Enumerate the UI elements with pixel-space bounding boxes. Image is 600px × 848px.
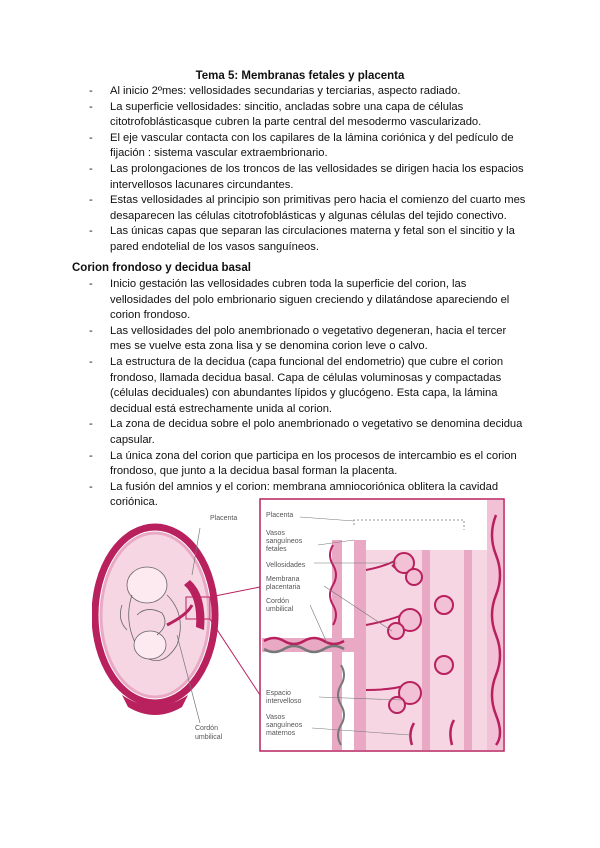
label-vasos-fetales-3: fetales xyxy=(266,546,287,553)
list-item: - Estas vellosidades al principio son primitivas pero hacia el comienzo del cuarto mes desaparecen las células citotrofoblásticas y algunas células del tejido conectivo. xyxy=(89,193,529,224)
uterus-illustration xyxy=(95,527,260,723)
label-placenta-left: Placenta xyxy=(210,515,238,522)
list-item: - El eje vascular contacta con los capilares de la lámina coriónica y del pedículo de fijación : sistema vascular extraembrionario. xyxy=(89,131,529,162)
list-item: - Las prolongaciones de los troncos de las vellosidades se dirigen hacia los espacios intervellosos lacunares circundantes. xyxy=(89,162,529,193)
list-item: - Las únicas capas que separan las circulaciones materna y fetal son el sincitio y la pared endotelial de los vasos sanguíneos. xyxy=(89,224,529,255)
label-espacio-2: intervelloso xyxy=(266,698,302,705)
label-vasos-maternos-2: sanguíneos xyxy=(266,722,303,729)
label-membrana-1: Membrana xyxy=(266,576,300,583)
placenta-diagram xyxy=(92,495,512,755)
list-item: - La estructura de la decidua (capa funcional del endometrio) que cubre el corion frondoso, llamada decidua basal. Capa de células voluminosas y compactadas (células deciduales) con abundantes lípidos y glucógeno. Esta capa, la lámina decidual está estrechamente unida al corion. xyxy=(89,355,529,417)
list-item: - La superficie vellosidades: sincitio, ancladas sobre una capa de células citotrofoblásticasque cubren la parte central del mesodermo vascularizado. xyxy=(89,100,529,131)
label-vasos-fetales-2: sanguíneos xyxy=(266,538,303,545)
list-item: - La zona de decidua sobre el polo anembrionado o vegetativo se denomina decidua capsular. xyxy=(89,417,529,448)
label-cordon-left-1: Cordón xyxy=(195,725,218,732)
list-item: - La única zona del corion que participa en los procesos de intercambio es el corion frondoso, que junto a la decidua basal forman la placenta. xyxy=(89,449,529,480)
label-vasos-fetales-1: Vasos xyxy=(266,530,285,537)
document-title: Tema 5: Membranas fetales y placenta xyxy=(195,70,405,82)
label-cordon-right-2: umbilical xyxy=(266,606,294,613)
label-cordon-left-2: umbilical xyxy=(195,734,223,741)
section-heading: Corion frondoso y decidua basal xyxy=(72,262,251,274)
label-vasos-maternos-1: Vasos xyxy=(266,714,285,721)
bullet-list-villi xyxy=(89,84,529,256)
label-vasos-maternos-3: maternos xyxy=(266,730,296,737)
label-membrana-2: placentaria xyxy=(266,584,301,591)
list-item: - Al inicio 2ºmes: vellosidades secundarias y terciarias, aspecto radiado. xyxy=(89,84,529,100)
list-item: - La fusión del amnios y el corion: membrana amniocoriónica oblitera la cavidad coriónica. xyxy=(89,480,529,511)
placenta-detail xyxy=(260,499,504,751)
label-cordon-right-1: Cordón xyxy=(266,598,289,605)
label-placenta-right: Placenta xyxy=(266,512,294,519)
list-item: - Inicio gestación las vellosidades cubren toda la superficie del corion, las vellosidades del polo embrionario siguen creciendo y dilatándose apareciendo el corion frondoso. xyxy=(89,277,529,324)
label-espacio-1: Espacio xyxy=(266,690,291,697)
bullet-list-chorion xyxy=(89,277,529,511)
list-item: - Las vellosidades del polo anembrionado o vegetativo degeneran, hacia el tercer mes se vuelve esta zona lisa y se denomina corion leve o calvo. xyxy=(89,324,529,355)
label-vellosidades: Vellosidades xyxy=(266,562,306,569)
